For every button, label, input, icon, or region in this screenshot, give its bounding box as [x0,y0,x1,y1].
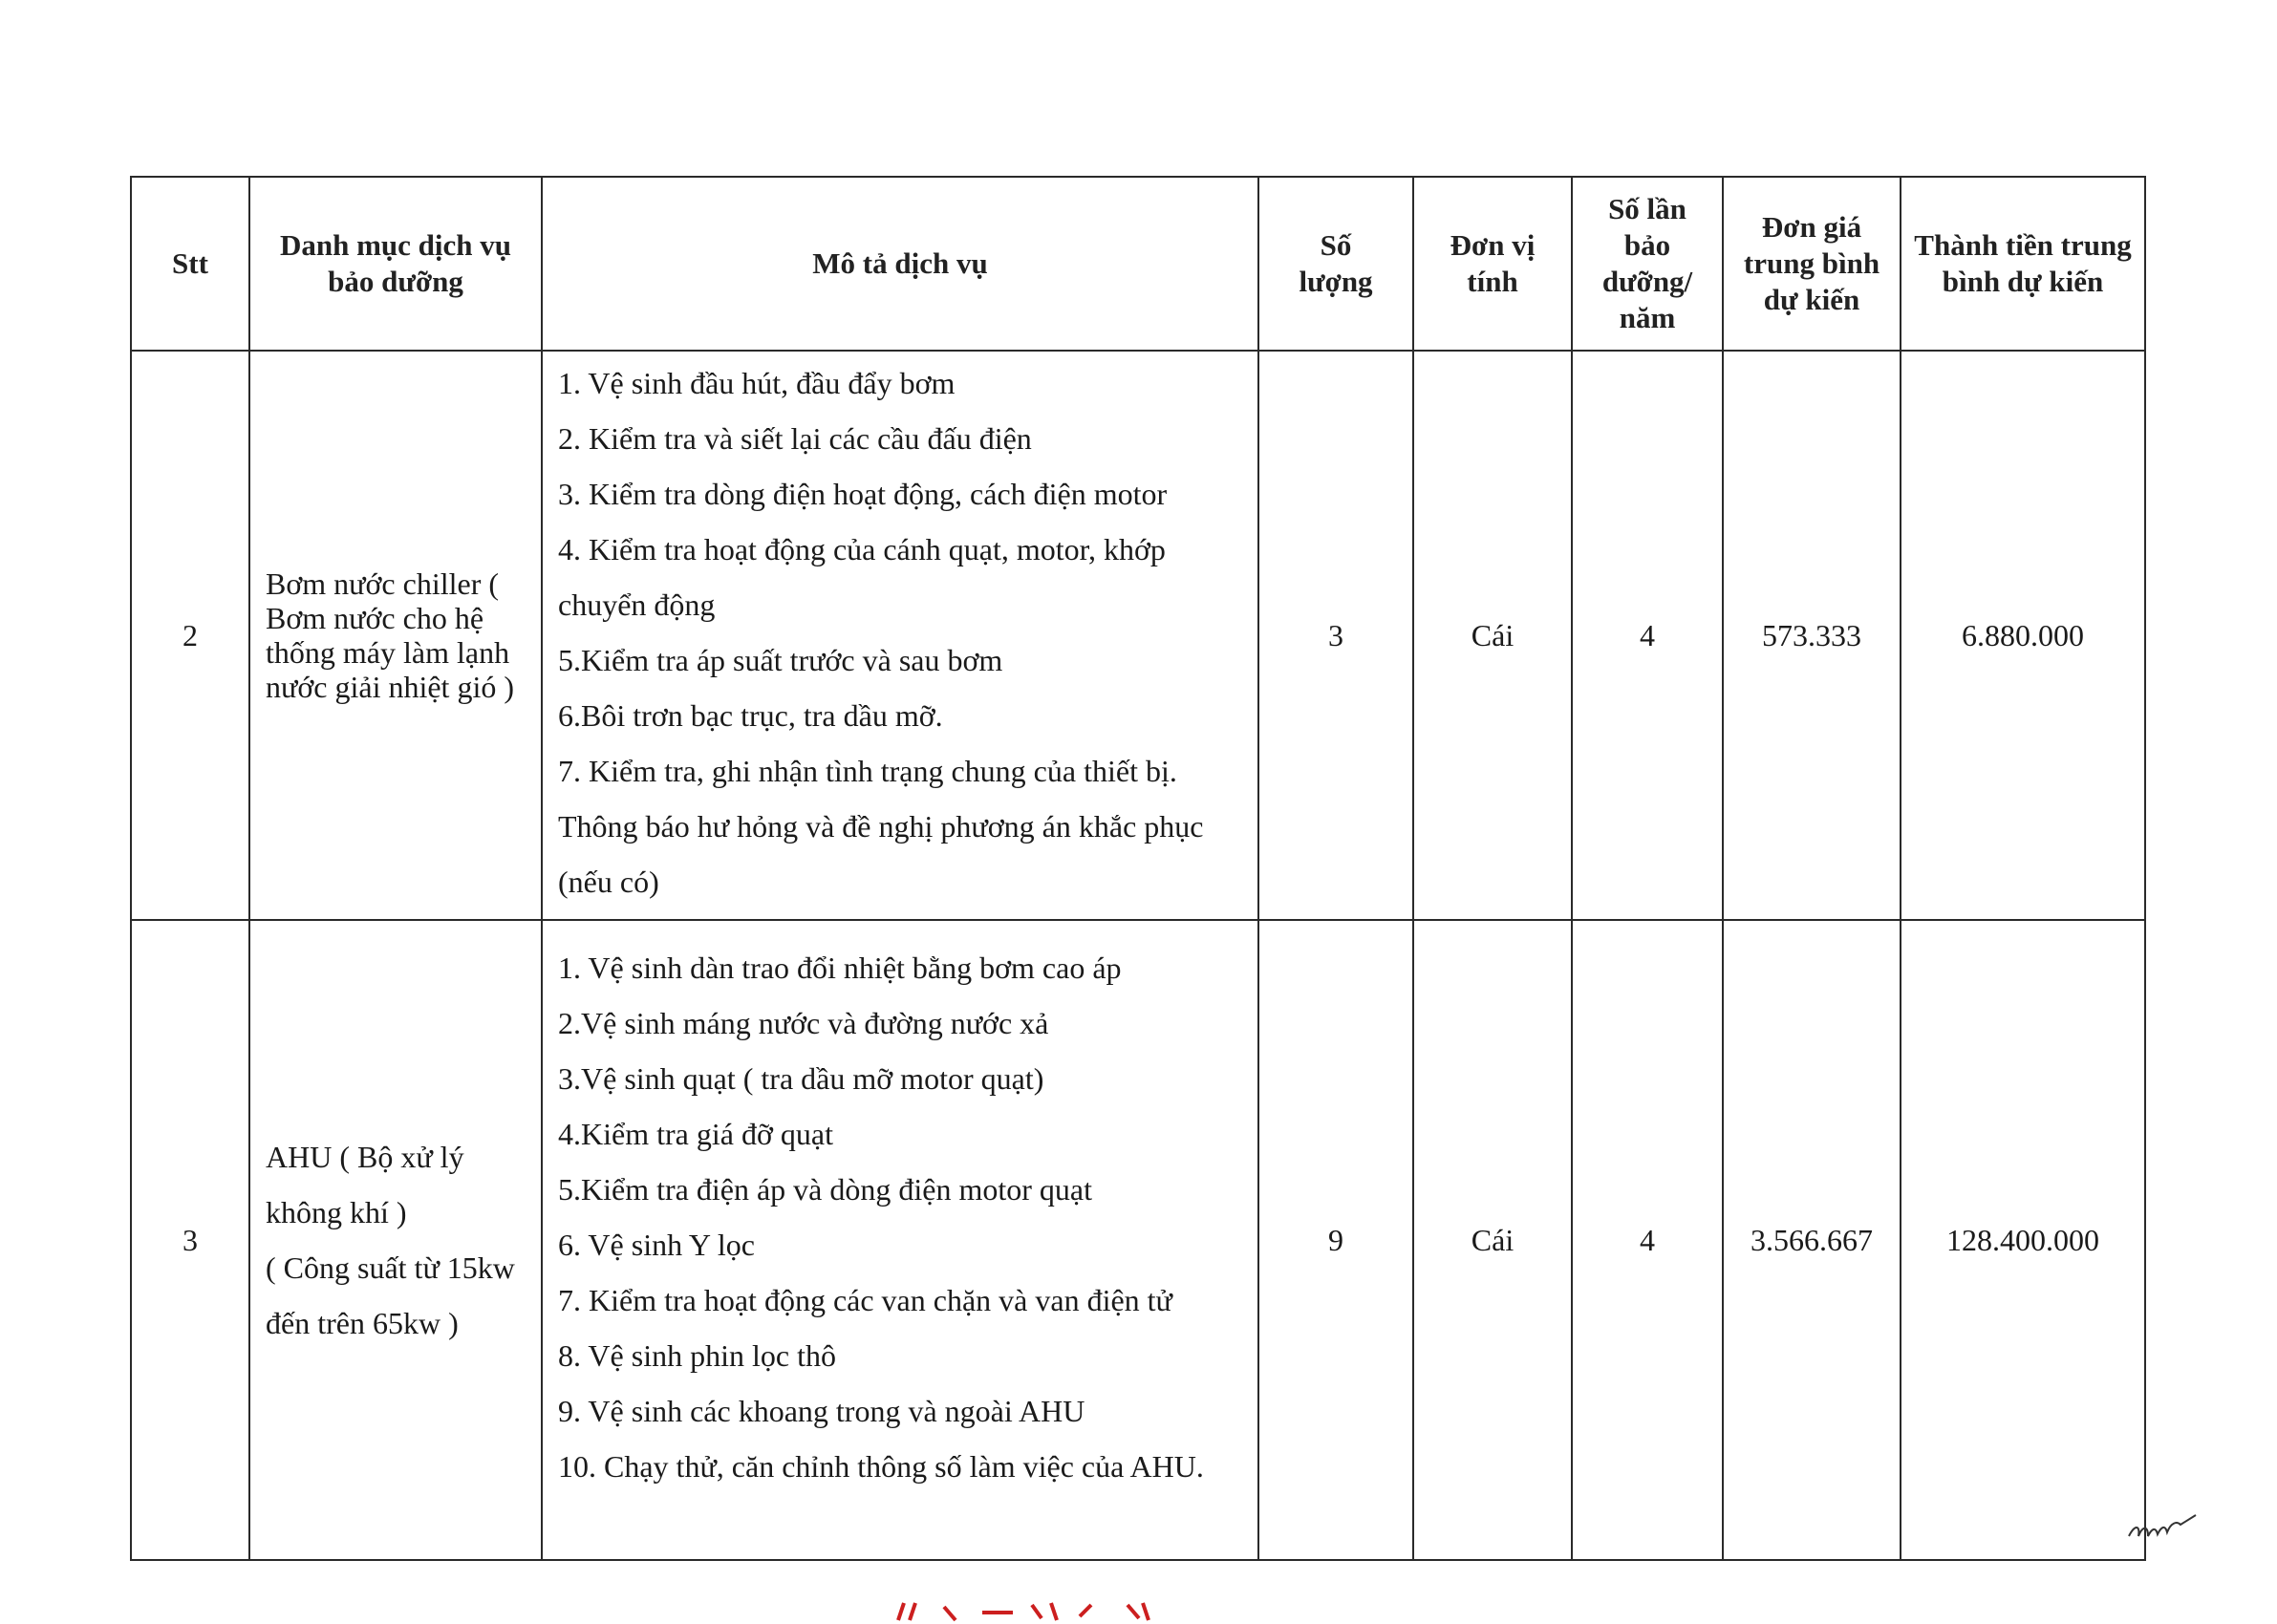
description-item: 1. Vệ sinh đầu hút, đầu đẩy bơm [558,366,956,400]
category-line: ( Công suất từ 15kw [266,1250,515,1285]
category-line: Bơm nước cho hệ [266,601,484,635]
header-stt: Stt [131,177,249,351]
row-quantity: 3 [1258,351,1413,920]
row-description [542,920,1258,1560]
row-times-per-year: 4 [1572,920,1723,1560]
row-stt: 3 [131,920,249,1560]
description-item: 2. Kiểm tra và siết lại các cầu đấu điện [558,421,1032,456]
row-unit: Cái [1413,351,1572,920]
table-row [131,351,2145,920]
description-item: 5.Kiểm tra điện áp và dòng điện motor quạt [558,1172,1092,1207]
category-line: nước giải nhiệt gió ) [266,670,514,704]
description-item: 3.Vệ sinh quạt ( tra dầu mỡ motor quạt) [558,1061,1044,1096]
header-service-description: Mô tả dịch vụ [542,177,1258,351]
handwritten-initials-signature [2127,1507,2198,1546]
description-item: 4. Kiểm tra hoạt động của cánh quạt, motor, khớp chuyển động [558,532,1166,622]
service-table-container [130,176,2144,1561]
category-line: đến trên 65kw ) [266,1306,459,1340]
row-unit-price: 3.566.667 [1723,920,1901,1560]
header-times-per-year: Số lần bảo dưỡng/ năm [1572,177,1723,351]
category-line: AHU ( Bộ xử lý [266,1140,464,1174]
description-item: 5.Kiểm tra áp suất trước và sau bơm [558,643,1003,677]
description-item: 8. Vệ sinh phin lọc thô [558,1338,836,1373]
row-unit-price: 573.333 [1723,351,1901,920]
row-total: 128.400.000 [1901,920,2145,1560]
description-item: 4.Kiểm tra giá đỡ quạt [558,1117,833,1151]
header-unit-price: Đơn giá trung bình dự kiến [1723,177,1901,351]
description-item: 3. Kiểm tra dòng điện hoạt động, cách điện motor [558,477,1168,511]
header-unit: Đơn vị tính [1413,177,1572,351]
table-header-row [131,177,2145,351]
description-item: 9. Vệ sinh các khoang trong và ngoài AHU [558,1394,1085,1428]
header-quantity: Số lượng [1258,177,1413,351]
table-row [131,920,2145,1560]
row-total: 6.880.000 [1901,351,2145,920]
header-service-category: Danh mục dịch vụ bảo dưỡng [249,177,542,351]
description-item: 2.Vệ sinh máng nước và đường nước xả [558,1006,1049,1040]
header-total: Thành tiền trung bình dự kiến [1901,177,2145,351]
row-quantity: 9 [1258,920,1413,1560]
row-category [249,920,542,1560]
category-line: thống máy làm lạnh [266,635,510,670]
row-description [542,351,1258,920]
red-stamp-fragment [889,1597,1175,1624]
description-item: 6.Bôi trơn bạc trục, tra dầu mỡ. [558,698,943,733]
category-line: Bơm nước chiller ( [266,566,500,601]
description-item: 6. Vệ sinh Y lọc [558,1228,755,1262]
description-item: 10. Chạy thử, căn chỉnh thông số làm việc của AHU. [558,1449,1204,1484]
category-line: không khí ) [266,1195,407,1229]
row-stt: 2 [131,351,249,920]
row-times-per-year: 4 [1572,351,1723,920]
description-item: 7. Kiểm tra, ghi nhận tình trạng chung của thiết bị. Thông báo hư hỏng và đề nghị phương án khắc phục (nếu có) [558,754,1204,899]
row-unit: Cái [1413,920,1572,1560]
description-item: 1. Vệ sinh dàn trao đổi nhiệt bằng bơm cao áp [558,951,1122,985]
row-category [249,351,542,920]
maintenance-service-table [130,176,2146,1561]
description-item: 7. Kiểm tra hoạt động các van chặn và van điện tử [558,1283,1172,1317]
